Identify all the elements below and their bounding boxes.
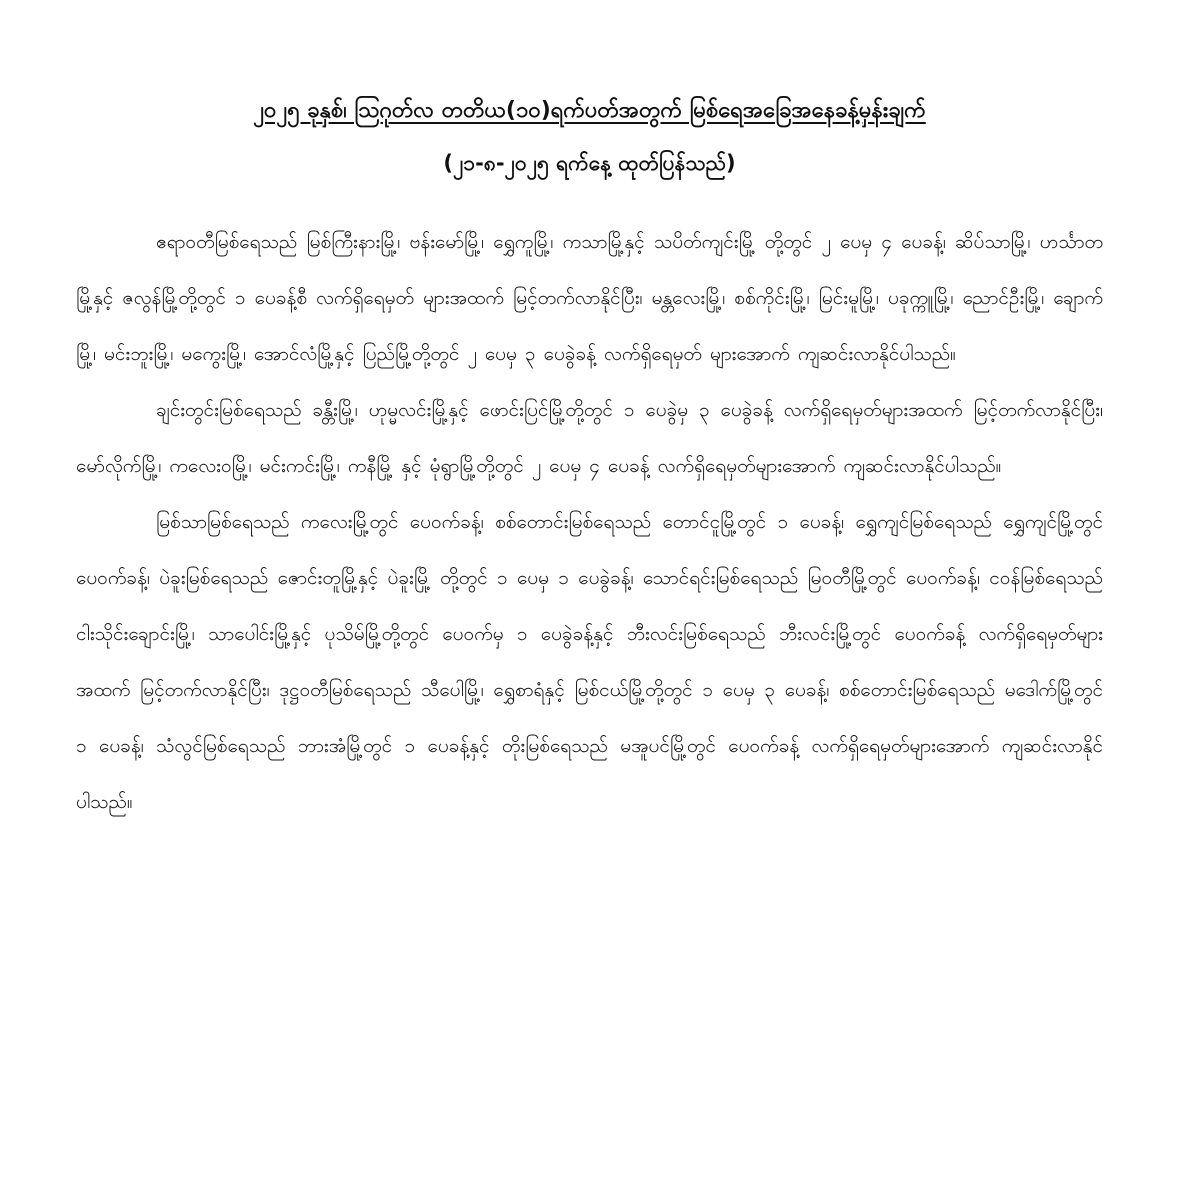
document-subtitle: (၂၁-၈-၂၀၂၅ ရက်နေ့ ထုတ်ပြန်သည်) <box>443 151 736 175</box>
document-title: ၂၀၂၅ ခုနှစ်၊ ဩဂုတ်လ တတိယ(၁၀)ရက်ပတ်အတွက် မြစ်ရေအခြေအနေခန့်မှန်းချက် <box>253 98 926 123</box>
paragraph-chindwin: ချင်းတွင်းမြစ်ရေသည် ခန္တီးမြို့၊ ဟုမ္မလင်းမြို့နှင့် ဖောင်းပြင်မြို့တို့တွင် ၁ ပေခွဲမှ ၃ ပေခွဲခန့် လက်ရှိရေမှတ်များအထက် မြင့်တက်လာနိုင်ပြီး၊ မော်လိုက်မြို့၊ ကလေးဝမြို့၊ မင်းကင်းမြို့၊ ကနီမြို့ နှင့် မုံရွာမြို့တို့တွင် ၂ ပေမှ ၄ ပေခန့် လက်ရှိရေမှတ်များအောက် ကျဆင်းလာနိုင်ပါသည်။ <box>76 399 1103 477</box>
paragraph-irrawaddy: ဧရာဝတီမြစ်ရေသည် မြစ်ကြီးနားမြို့၊ ဗန်းမော်မြို့၊ ရွှေကူမြို့၊ ကသာမြို့နှင့် သပိတ်ကျင်းမြို့ တို့တွင် ၂ ပေမှ ၄ ပေခန့်၊ ဆိပ်သာမြို့၊ ဟင်္သာတမြို့နှင့် ဇလွန်မြို့တို့တွင် ၁ ပေခန့်စီ လက်ရှိရေမှတ် များအထက် မြင့်တက်လာနိုင်ပြီး၊ မန္တလေးမြို့၊ စစ်ကိုင်းမြို့၊ မြင်းမူမြို့၊ ပခုက္ကူမြို့၊ ညောင်ဦးမြို့၊ ချောက်မြို့၊ မင်းဘူးမြို့၊ မကွေးမြို့၊ အောင်လံမြို့နှင့် ပြည်မြို့တို့တွင် ၂ ပေမှ ၃ ပေခွဲခန့် လက်ရှိရေမှတ် များအောက် ကျဆင်းလာနိုင်ပါသည်။ <box>76 231 1103 365</box>
paragraph-other-rivers: မြစ်သာမြစ်ရေသည် ကလေးမြို့တွင် ပေဝက်ခန့်၊ စစ်တောင်းမြစ်ရေသည် တောင်ငူမြို့တွင် ၁ ပေခန့်၊ ရွှေကျင်မြစ်ရေသည် ရွှေကျင်မြို့တွင် ပေဝက်ခန့်၊ ပဲခူးမြစ်ရေသည် ဇောင်းတူမြို့နှင့် ပဲခူးမြို့ တို့တွင် ၁ ပေမှ ၁ ပေခွဲခန့်၊ သောင်ရင်းမြစ်ရေသည် မြဝတီမြို့တွင် ပေဝက်ခန့်၊ ငဝန်မြစ်ရေသည် ငါးသိုင်းချောင်းမြို့၊ သာပေါင်းမြို့နှင့် ပုသိမ်မြို့တို့တွင် ပေဝက်မှ ၁ ပေခွဲခန့်နှင့် ဘီးလင်းမြစ်ရေသည် ဘီးလင်းမြို့တွင် ပေဝက်ခန့် လက်ရှိရေမှတ်များအထက် မြင့်တက်လာနိုင်ပြီး၊ ဒုဋ္ဌဝတီမြစ်ရေသည် သီပေါမြို့၊ ရွှေစာရံနှင့် မြစ်ငယ်မြို့တို့တွင် ၁ ပေမှ ၃ ပေခန့်၊ စစ်တောင်းမြစ်ရေသည် မဒေါက်မြို့တွင် ၁ ပေခန့်၊ သံလွင်မြစ်ရေသည် ဘားအံမြို့တွင် ၁ ပေခန့်နှင့် တိုးမြစ်ရေသည် မအူပင်မြို့တွင် ပေဝက်ခန့် လက်ရှိရေမှတ်များအောက် ကျဆင်းလာနိုင်ပါသည်။ <box>76 511 1103 813</box>
